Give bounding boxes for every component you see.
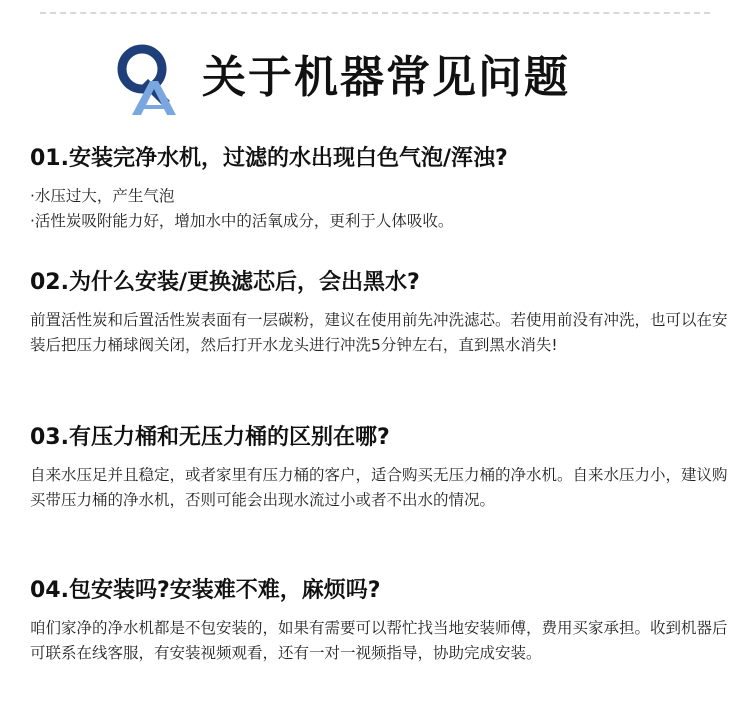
faq-question-4: 04.包安装吗?安装难不难，麻烦吗? — [30, 578, 381, 603]
faq-question-3: 03.有压力桶和无压力桶的区别在哪? — [30, 425, 390, 450]
top-dashed-divider — [40, 12, 710, 14]
faq-answer-3: 自来水压足并且稳定，或者家里有压力桶的客户，适合购买无压力桶的净水机。自来水压力小，建议购买带压力桶的净水机，否则可能会出现水流过小或者不出水的情况。 — [30, 466, 728, 509]
faq-question-2: 02.为什么安装/更换滤芯后，会出黑水? — [30, 270, 420, 295]
qa-logo-icon — [112, 41, 180, 115]
faq-item-1 — [30, 144, 730, 234]
faq-item-3 — [30, 423, 730, 513]
faq-bullet-2: ·活性炭吸附能力好，增加水中的活氧成分，更利于人体吸收。 — [30, 212, 454, 230]
faq-item-4 — [30, 576, 730, 666]
page-header — [112, 38, 570, 118]
faq-answer-4: 咱们家净的净水机都是不包安装的，如果有需要可以帮忙找当地安装师傅，费用买家承担。收到机器后可联系在线客服，有安装视频观看，还有一对一视频指导，协助完成安装。 — [30, 619, 728, 662]
faq-question-1: 01.安装完净水机，过滤的水出现白色气泡/浑浊? — [30, 146, 508, 171]
faq-bullet-1: ·水压过大，产生气泡 — [30, 187, 175, 205]
faq-answer-2: 前置活性炭和后置活性炭表面有一层碳粉，建议在使用前先冲洗滤芯。若使用前没有冲洗，也可以在安装后把压力桶球阀关闭，然后打开水龙头进行冲洗5分钟左右，直到黑水消失! — [30, 311, 728, 354]
faq-item-2 — [30, 268, 730, 358]
page-title: 关于机器常见问题 — [202, 52, 570, 103]
